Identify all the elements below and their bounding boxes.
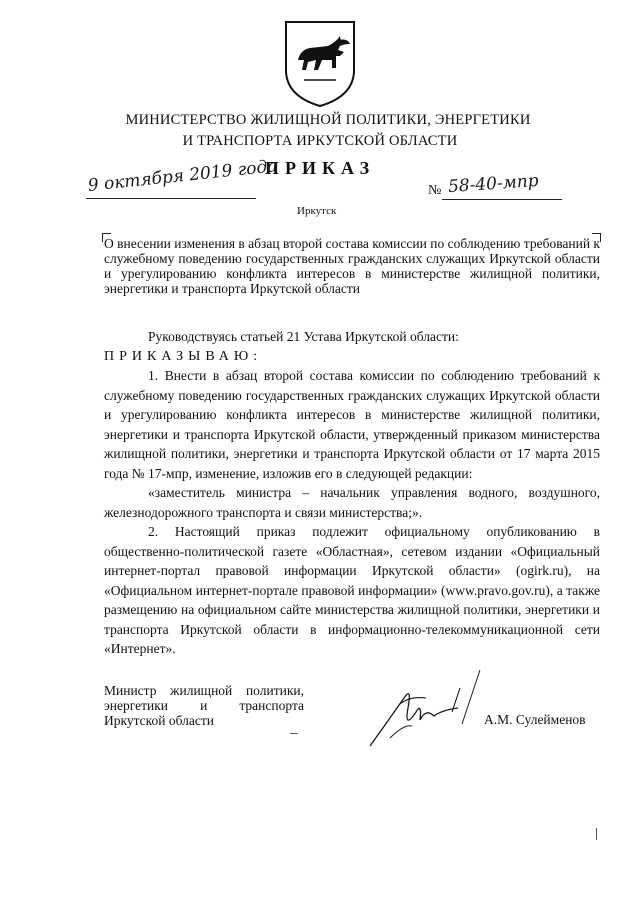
handwritten-date: 9 октября 2019 года [86,156,279,196]
ministry-name-line1: МИНИСТЕРСТВО ЖИЛИЩНОЙ ПОЛИТИКИ, ЭНЕРГЕТИКИ [125,112,531,128]
signatory-name: А.М. Сулейменов [484,712,586,727]
handwritten-signature-icon [360,668,490,750]
preamble: Руководствуясь статьей 21 Устава Иркутской области: [148,329,459,344]
number-underline [442,199,562,200]
order-word: ПРИКАЗЫВАЮ: [104,348,263,364]
order-item-2: 2. Настоящий приказ подлежит официальному опубликованию в общественно-политической газете «Областная», сетевом издании «Официальный интернет-портал правовой информации Иркутской области» (ogirk.ru), на «Официальном интернет-портале правовой информации» (www.pravo.gov.ru), а также размещению на официальном сайте министерства жилищной политики, энергетики и транспорта Иркутской области в информационно-телекоммуникационной сети «Интернет». [104,524,600,656]
date-underline [86,198,256,199]
order-subject: О внесении изменения в абзац второй состава комиссии по соблюдению требований к служебному поведению государственных гражданских служащих Иркутской области и урегулированию конфликта интересов в министерстве жилищной политики, энергетики и транспорта Иркутской области [104,236,600,296]
document-type-title: ПРИКАЗ [265,158,376,178]
position-line-2: энергетики и транспорта [104,698,304,713]
city-name: Иркутск [297,205,337,217]
signatory-position [104,683,304,728]
position-line-3: Иркутской области [104,713,215,728]
coat-of-arms-icon [278,16,362,110]
order-quote: «заместитель министра – начальник управления водного, воздушного, железнодорожного транспорта и связи министерства;». [104,485,600,520]
scan-mark [290,733,298,734]
order-body [104,327,600,659]
order-item-1: 1. Внести в абзац второй состава комиссии по соблюдению требований к служебному поведению государственных гражданских служащих Иркутской области и урегулированию конфликта интересов в министерстве жилищной политики, энергетики и транспорта Иркутской области, утвержденный приказом министерства жилищной политики, энергетики и транспорта Иркутской области от 17 марта 2015 года № 17-мпр, изменение, изложив его в следующей редакции: [104,368,600,481]
position-line-1: Министр жилищной политики, [104,683,304,698]
scan-mark [596,828,601,840]
ministry-name-line2: И ТРАНСПОРТА ИРКУТСКОЙ ОБЛАСТИ [182,133,458,149]
number-sign: № [428,183,442,198]
handwritten-order-number: 58-40-мпр [447,170,540,198]
